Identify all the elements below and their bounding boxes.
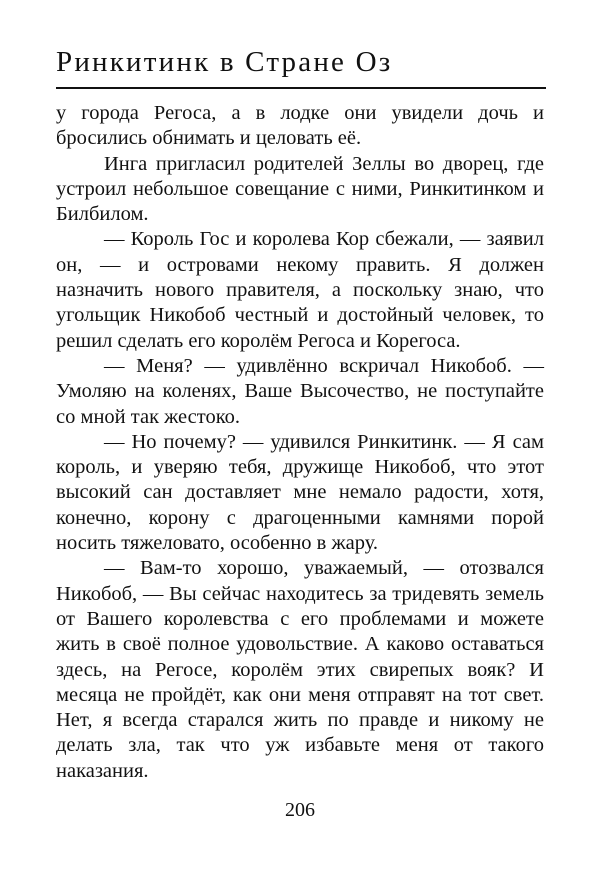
paragraph: — Король Гос и королева Кор сбежали, — заявил он, — и островами некому править. Я должен назначить нового правителя, а поскольку знаю, что угольщик Никобоб честный и достойный человек, то решил сделать его королём Регоса и Корегоса. — [56, 228, 544, 352]
page-body — [56, 101, 544, 784]
paragraph: Инга пригласил родителей Зеллы во дворец, где устроил небольшое совещание с ними, Ринкитинком и Билбилом. — [56, 152, 544, 226]
paragraph: — Вам-то хорошо, уважаемый, — отозвался Никобоб, — Вы сейчас находитесь за тридевять земель от Вашего королевства с его проблемами и можете жить в своё полное удовольствие. А каково оставаться здесь, на Регосе, королём этих свирепых вояк? И месяца не пройдёт, как они меня отправят на тот свет. Нет, я всегда старался жить по правде и никому не делать зла, так что уж избавьте меня от такого наказания. — [56, 557, 544, 782]
running-head-title: Ринкитинк в Стране Оз — [56, 46, 393, 78]
paragraph: — Но почему? — удивился Ринкитинк. — Я сам король, и уверяю тебя, дружище Никобоб, что этот высокий сан доставляет мне немало радости, хотя, конечно, корону с драгоценными камнями порой носить тяжеловато, особенно в жару. — [56, 430, 544, 555]
paragraph: — Меня? — удивлённо вскричал Никобоб. — Умоляю на коленях, Ваше Высочество, не поступайте со мной так жестоко. — [56, 354, 544, 428]
page-number: 206 — [285, 799, 315, 821]
header-divider — [56, 87, 546, 89]
paragraph-continued: у города Регоса, а в лодке они увидели дочь и бросились обнимать и целовать её. — [56, 102, 544, 150]
